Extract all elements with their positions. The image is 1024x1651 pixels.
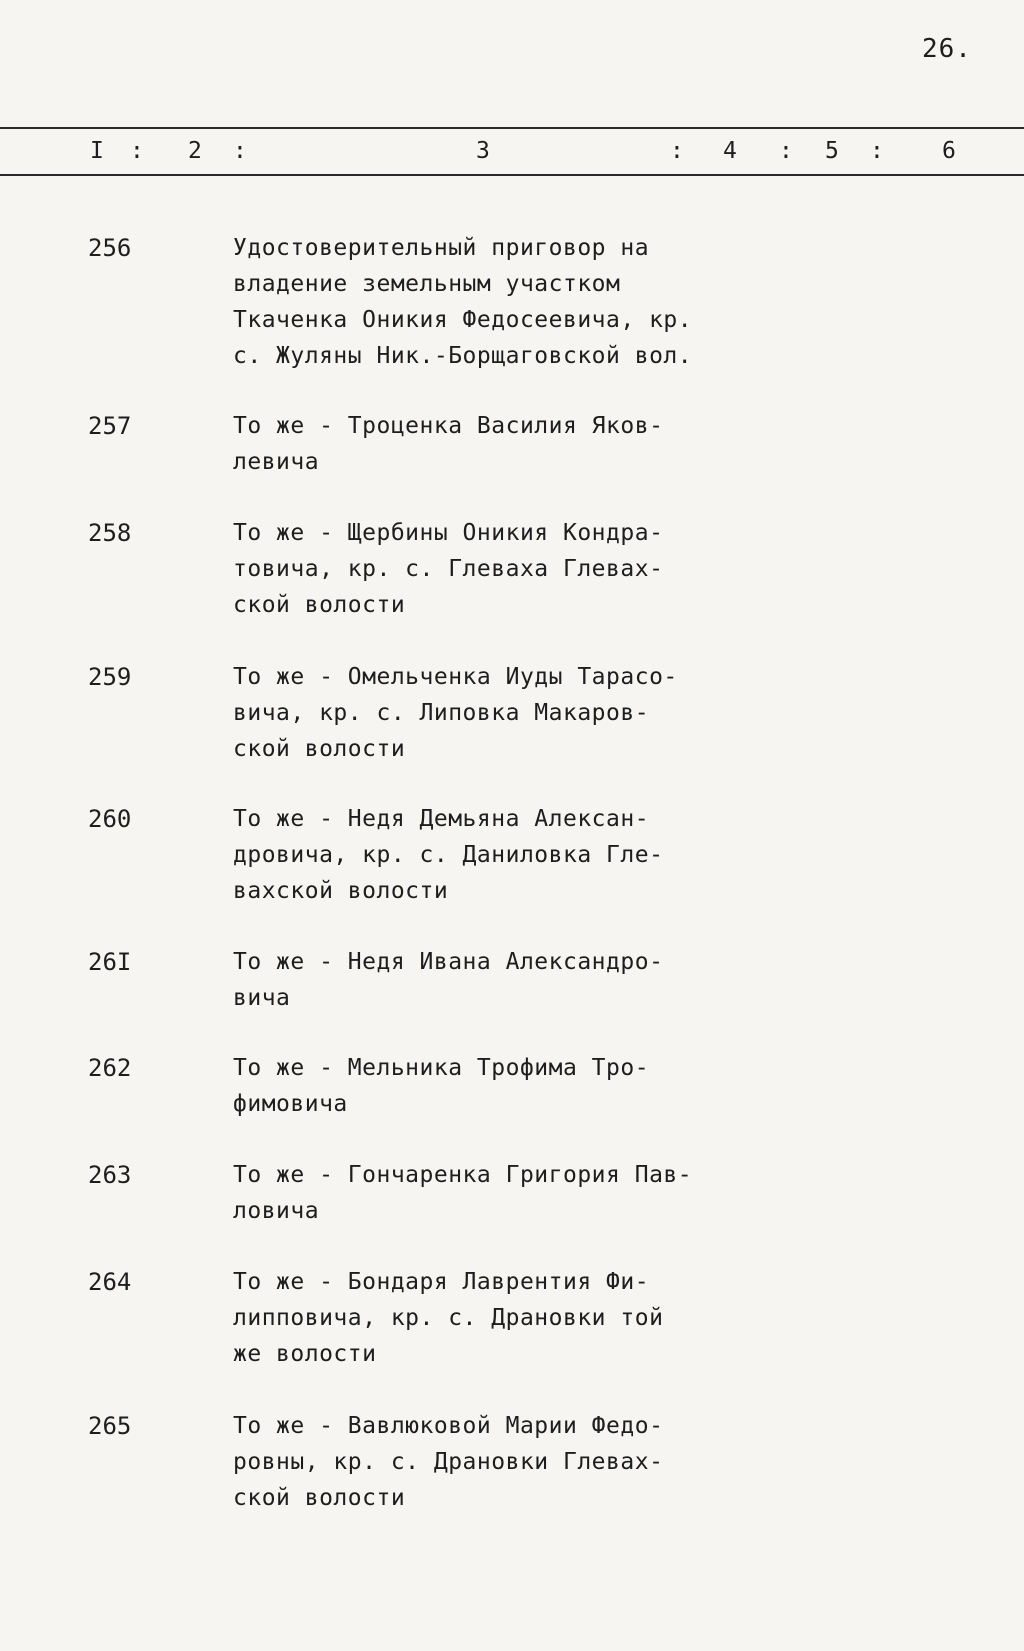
entry-line: То же - Гончаренка Григория Пав-	[233, 1162, 693, 1188]
entry-line: То же - Омельченка Иуды Тарасо-	[233, 664, 678, 690]
entry-line: вахской волости	[233, 878, 449, 904]
header-rule-bottom	[0, 174, 1024, 176]
entry-description	[233, 1264, 713, 1372]
entry-line: дровича, кр. с. Даниловка Гле-	[233, 842, 664, 868]
entry-line: То же - Мельника Трофима Тро-	[233, 1055, 650, 1081]
entry-line: То же - Троценка Василия Яков-	[233, 413, 664, 439]
entry-number: 265	[88, 1412, 132, 1440]
entry-line: ской волости	[233, 1485, 406, 1511]
page-number: 26.	[922, 34, 972, 64]
entry-line: липповича, кр. с. Драновки той	[233, 1305, 664, 1331]
entry-line: То же - Недя Ивана Александро-	[233, 949, 664, 975]
header-rule-top	[0, 127, 1024, 129]
entry-description	[233, 515, 713, 623]
entry-description	[233, 1408, 713, 1516]
entry-description	[233, 801, 713, 909]
column-header-2: 2	[188, 138, 202, 164]
entry-line: То же - Вавлюковой Марии Федо-	[233, 1413, 664, 1439]
column-header-4: 4	[723, 138, 737, 164]
entry-line: ской волости	[233, 592, 406, 618]
column-header-1: I	[90, 138, 104, 164]
entry-number: 262	[88, 1054, 132, 1082]
entry-number: 263	[88, 1161, 132, 1189]
entry-number: 260	[88, 805, 132, 833]
column-header-6: 6	[942, 138, 956, 164]
entry-description	[233, 1157, 713, 1229]
column-separator: :	[870, 138, 884, 164]
column-separator: :	[130, 138, 144, 164]
entry-description	[233, 659, 713, 767]
entry-number: 258	[88, 519, 132, 547]
column-header-3: 3	[476, 138, 490, 164]
entry-line: Ткаченка Оникия Федосеевича, кр.	[233, 307, 693, 333]
entry-line: ровны, кр. с. Драновки Глевах-	[233, 1449, 664, 1475]
entry-line: То же - Щербины Оникия Кондра-	[233, 520, 664, 546]
entry-description	[233, 1050, 713, 1122]
entry-description	[233, 944, 713, 1016]
entry-line: фимовича	[233, 1091, 348, 1117]
column-separator: :	[779, 138, 793, 164]
entry-number: 259	[88, 663, 132, 691]
entry-line: с. Жуляны Ник.-Борщаговской вол.	[233, 343, 693, 369]
entry-line: же волости	[233, 1341, 377, 1367]
entry-description	[233, 408, 713, 480]
entry-line: То же - Недя Демьяна Алексан-	[233, 806, 650, 832]
entry-line: владение земельным участком	[233, 271, 621, 297]
entry-number: 256	[88, 234, 132, 262]
entry-line: Удостоверительный приговор на	[233, 235, 650, 261]
entry-description	[233, 230, 713, 374]
entry-number: 264	[88, 1268, 132, 1296]
column-separator: :	[233, 138, 247, 164]
entry-line: ловича	[233, 1198, 320, 1224]
entry-line: товича, кр. с. Глеваха Глевах-	[233, 556, 664, 582]
entry-line: левича	[233, 449, 320, 475]
column-header-5: 5	[825, 138, 839, 164]
entry-line: То же - Бондаря Лаврентия Фи-	[233, 1269, 650, 1295]
entry-number: 257	[88, 412, 132, 440]
entry-line: вича, кр. с. Липовка Макаров-	[233, 700, 650, 726]
column-separator: :	[670, 138, 684, 164]
entry-number: 26I	[88, 948, 132, 976]
entry-line: ской волости	[233, 736, 406, 762]
entry-line: вича	[233, 985, 291, 1011]
